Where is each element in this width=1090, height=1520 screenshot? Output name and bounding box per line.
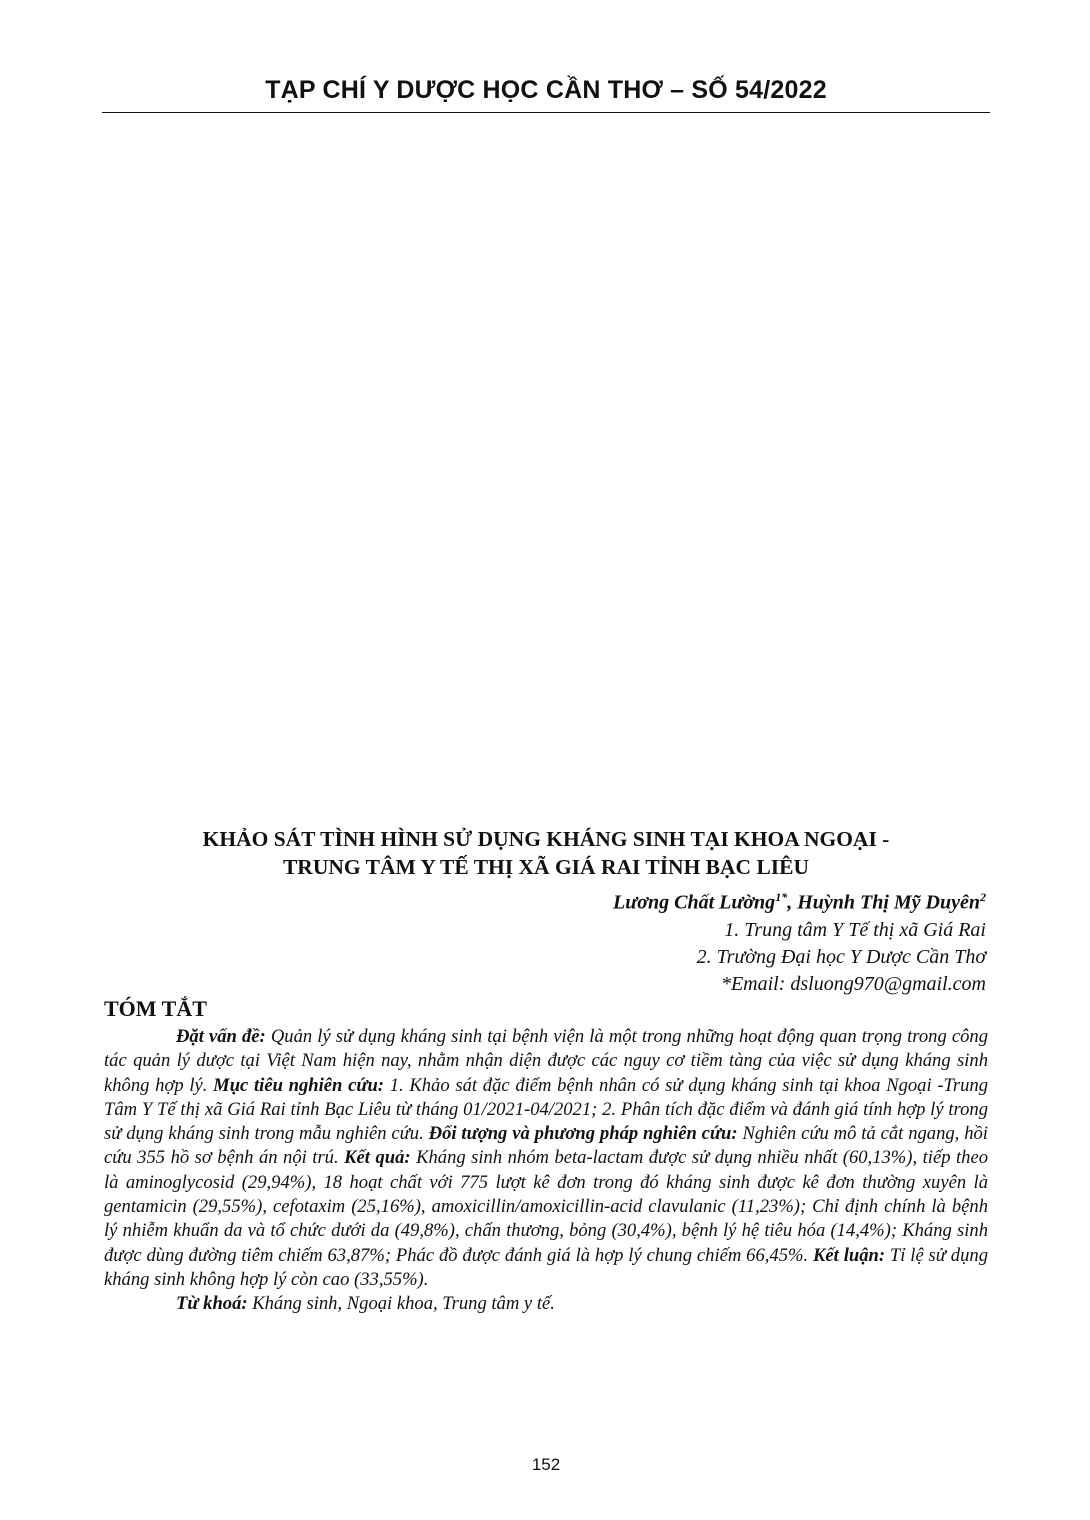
author-2-superscript: 2 xyxy=(980,890,986,904)
conclusion-text: Tỉ lệ sử dụng kháng sinh không hợp lý còn cao (33,55%). xyxy=(104,1244,988,1290)
objectives-label: Mục tiêu nghiên cứu: xyxy=(213,1074,384,1096)
methods-label: Đối tượng và phương pháp nghiên cứu: xyxy=(428,1123,738,1145)
abstract-paragraph xyxy=(104,1025,988,1292)
conclusion-label: Kết luận: xyxy=(813,1244,886,1266)
author-1-superscript: 1* xyxy=(775,890,788,904)
header-divider xyxy=(102,112,990,113)
results-text: Kháng sinh nhóm beta-lactam được sử dụng nhiều nhất (60,13%), tiếp theo là aminoglycosid (29,94%), 18 hoạt chất với 775 lượt kê đơn trong đó kháng sinh được kê đơn thường xuyên là gentamicin (29,55%), cefotaxim (25,16%), amoxicillin/amoxicillin-acid clavulanic (11,23%); Chỉ định chính là bệnh lý nhiễm khuẩn da và tổ chức dưới da (49,8%), chấn thương, bỏng (30,4%), bệnh lý hệ tiêu hóa (14,4%); Kháng sinh được dùng đường tiêm chiếm 63,87%; Phác đồ được đánh giá là hợp lý chung chiếm 66,45%. xyxy=(104,1147,988,1266)
article-title xyxy=(102,825,990,881)
page-number: 152 xyxy=(531,1455,561,1474)
author-2: Huỳnh Thị Mỹ Duyên xyxy=(797,891,980,914)
affiliation-1: 1. Trung tâm Y Tế thị xã Giá Rai xyxy=(724,918,986,941)
objectives-text: 1. Khảo sát đặc điểm bệnh nhân có sử dụng kháng sinh tại khoa Ngoại -Trung Tâm Y Tế thị xã Giá Rai tỉnh Bạc Liêu từ tháng 01/2021-04/2021; 2. Phân tích đặc điểm và đánh giá tính hợp lý trong sử dụng kháng sinh trong mẫu nghiên cứu. xyxy=(104,1074,988,1145)
corresponding-email: *Email: dsluong970@gmail.com xyxy=(720,972,986,995)
title-line-2: TRUNG TÂM Y TẾ THỊ XÃ GIÁ RAI TỈNH BẠC LIÊU xyxy=(282,855,810,879)
author-1: Lương Chất Lường xyxy=(613,891,776,914)
abstract-body xyxy=(104,1025,988,1317)
background-label: Đặt vấn đề: xyxy=(176,1026,266,1047)
results-label: Kết quả: xyxy=(344,1147,411,1169)
author-block xyxy=(613,884,986,998)
affiliation-2: 2. Trường Đại học Y Dược Cần Thơ xyxy=(696,945,986,968)
journal-header: TẠP CHÍ Y DƯỢC HỌC CẦN THƠ – SỐ 54/2022 xyxy=(265,76,827,104)
keywords-label: Từ khoá: xyxy=(176,1293,248,1315)
background-text: Quản lý sử dụng kháng sinh tại bệnh viện là một trong những hoạt động quan trọng trong công tác quản lý dược tại Việt Nam hiện nay, nhằm nhận diện được các nguy cơ tiềm tàng của việc sử dụng kháng sinh không hợp lý. xyxy=(104,1026,988,1096)
abstract-heading: TÓM TẮT xyxy=(104,996,207,1021)
title-line-1: KHẢO SÁT TÌNH HÌNH SỬ DỤNG KHÁNG SINH TẠI KHOA NGOẠI - xyxy=(202,827,890,851)
keywords-text: Kháng sinh, Ngoại khoa, Trung tâm y tế. xyxy=(247,1293,555,1315)
keywords-paragraph xyxy=(104,1292,988,1316)
author-separator: , xyxy=(787,891,798,914)
author-names xyxy=(613,884,986,917)
methods-text: Nghiên cứu mô tả cắt ngang, hồi cứu 355 hồ sơ bệnh án nội trú. xyxy=(104,1123,988,1169)
